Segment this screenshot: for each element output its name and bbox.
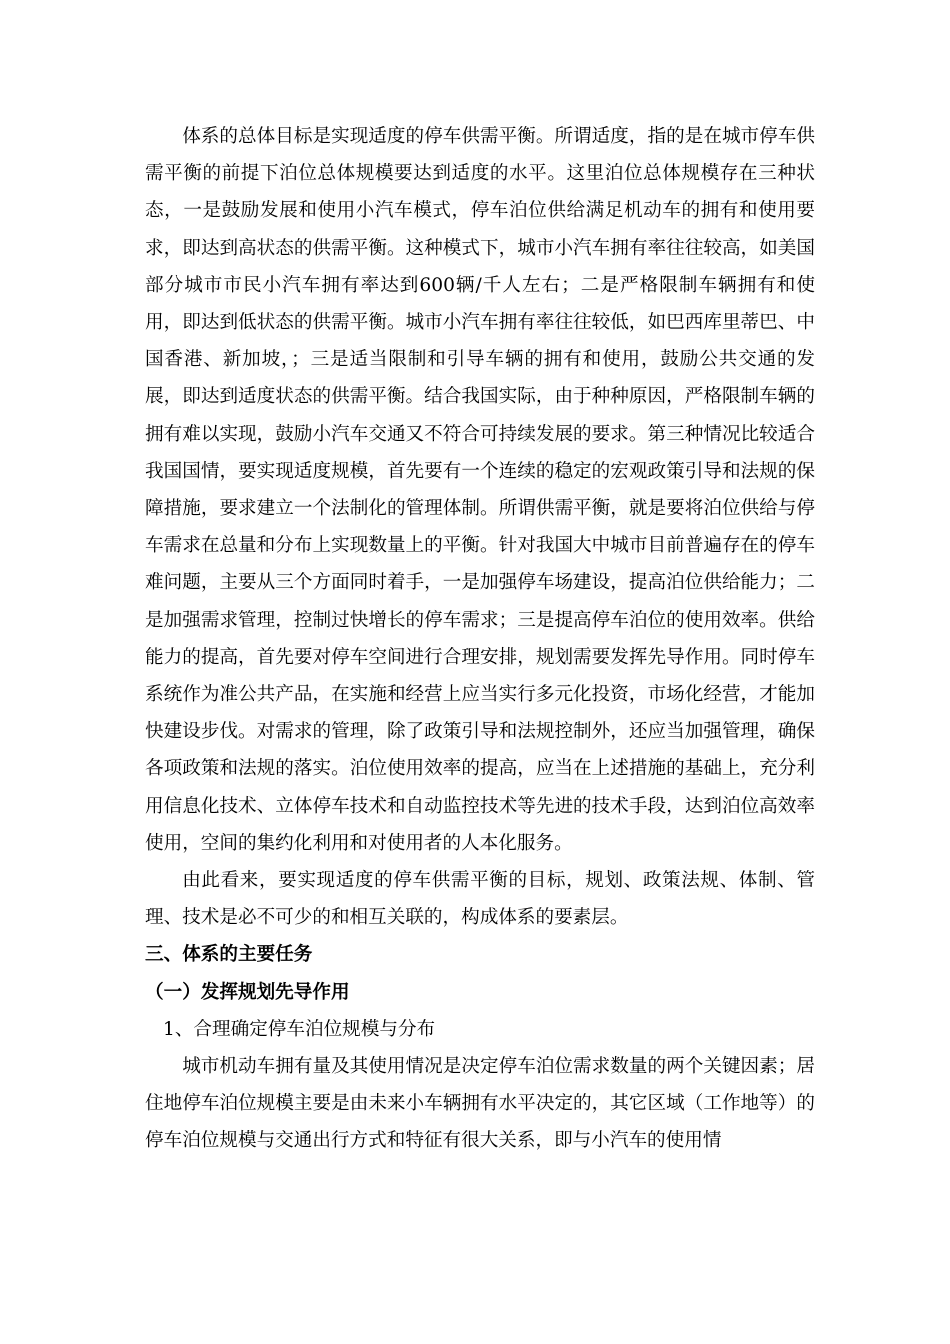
body-paragraph: 由此看来，要实现适度的停车供需平衡的目标，规划、政策法规、体制、管理、技术是必不可少的和相互关联的，构成体系的要素层。	[145, 870, 815, 929]
section-heading: 三、体系的主要任务	[145, 944, 313, 966]
subsection-heading: （一）发挥规划先导作用	[145, 981, 350, 1003]
document-body	[145, 118, 815, 1160]
body-paragraph: 体系的总体目标是实现适度的停车供需平衡。所谓适度，指的是在城市停车供需平衡的前提下泊位总体规模要达到适度的水平。这里泊位总体规模存在三种状态，一是鼓励发展和使用小汽车模式，停车泊位供给满足机动车的拥有和使用要求，即达到高状态的供需平衡。这种模式下，城市小汽车拥有率往往较高，如美国部分城市市民小汽车拥有率达到600辆/千人左右；二是严格限制车辆拥有和使用，即达到低状态的供需平衡。城市小汽车拥有率往往较低，如巴西库里蒂巴、中国香港、新加坡，；三是适当限制和引导车辆的拥有和使用，鼓励公共交通的发展，即达到适度状态的供需平衡。结合我国实际，由于种种原因，严格限制车辆的拥有难以实现，鼓励小汽车交通又不符合可持续发展的要求。第三种情况比较适合我国国情，要实现适度规模，首先要有一个连续的稳定的宏观政策引导和法规的保障措施，要求建立一个法制化的管理体制。所谓供需平衡，就是要将泊位供给与停车需求在总量和分布上实现数量上的平衡。针对我国大中城市目前普遍存在的停车难问题，主要从三个方面同时着手，一是加强停车场建设，提高泊位供给能力；二是加强需求管理，控制过快增长的停车需求；三是提高停车泊位的使用效率。供给能力的提高，首先要对停车空间进行合理安排，规划需要发挥先导作用。同时停车系统作为准公共产品，在实施和经营上应当实行多元化投资，市场化经营，才能加快建设步伐。对需求的管理，除了政策引导和法规控制外，还应当加强管理，确保各项政策和法规的落实。泊位使用效率的提高，应当在上述措施的基础上，充分利用信息化技术、立体停车技术和自动监控技术等先进的技术手段，达到泊位高效率使用，空间的集约化利用和对使用者的人本化服务。	[145, 126, 815, 854]
body-paragraph: 城市机动车拥有量及其使用情况是决定停车泊位需求数量的两个关键因素；居住地停车泊位规模主要是由未来小车辆拥有水平决定的，其它区域（工作地等）的停车泊位规模与交通出行方式和特征有很大关系，即与小汽车的使用情	[145, 1056, 815, 1152]
item-heading: 1、合理确定停车泊位规模与分布	[163, 1018, 436, 1040]
